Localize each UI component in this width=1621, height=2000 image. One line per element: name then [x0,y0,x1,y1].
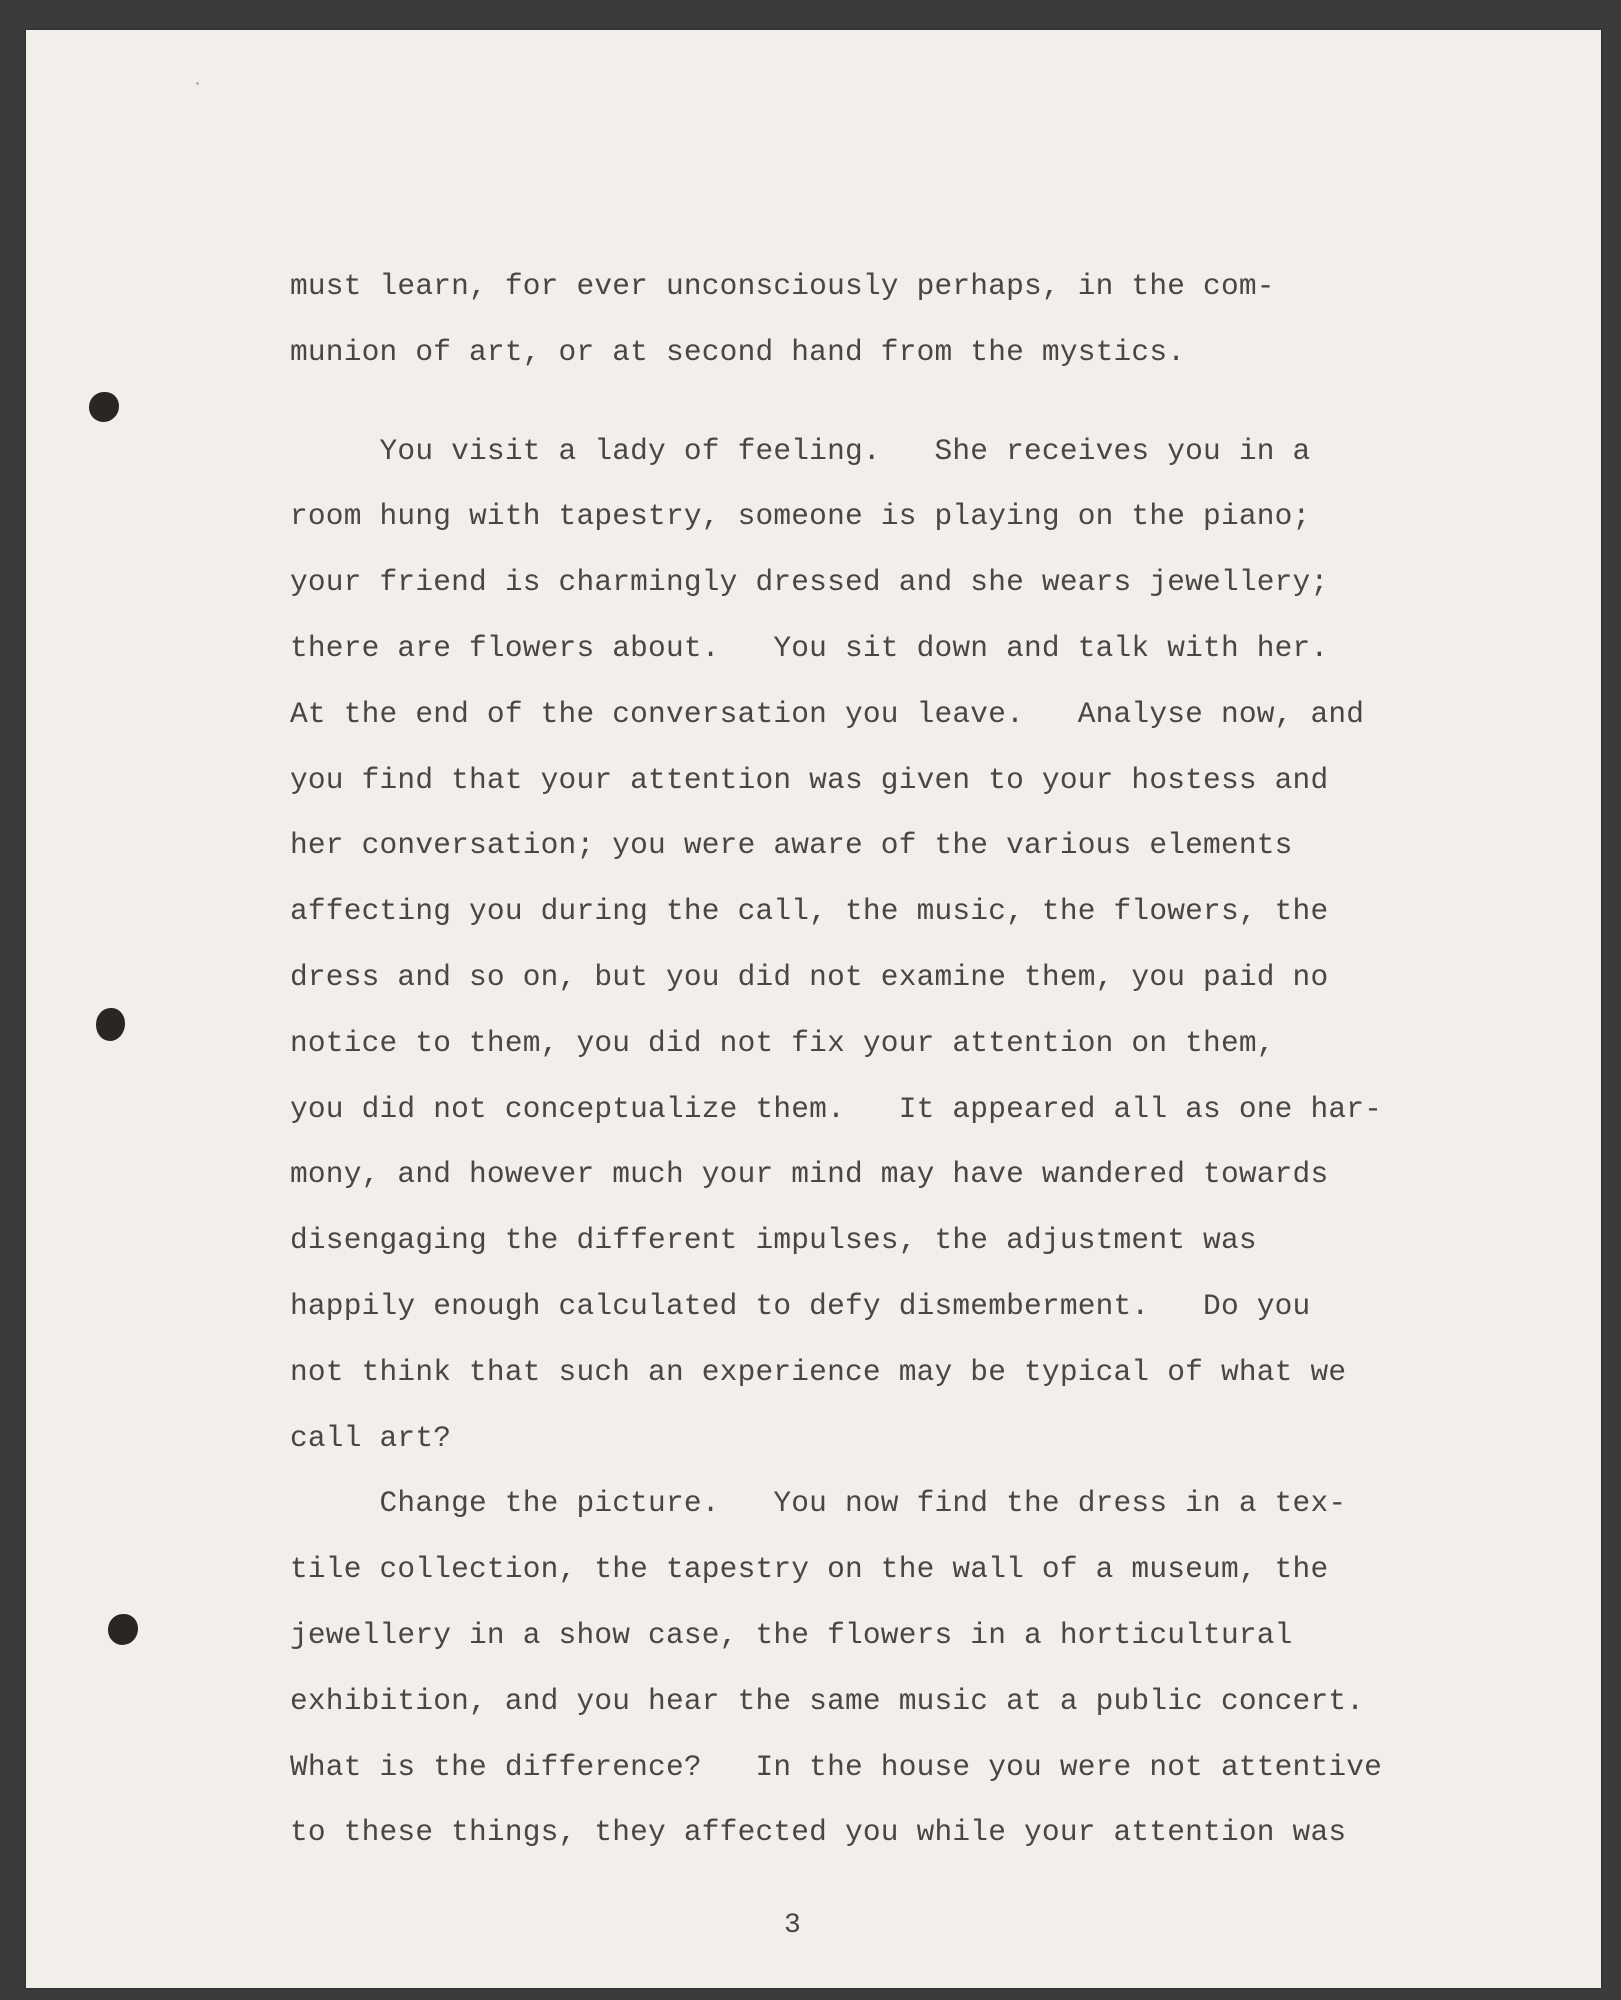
text-line: mony, and however much your mind may have wandered towards [290,1157,1329,1192]
text-line: your friend is charmingly dressed and she wears jewellery; [290,565,1329,600]
punch-hole-bottom [108,1614,138,1645]
text-line: to these things, they affected you while your attention was [290,1815,1347,1850]
text-line: Change the picture. You now find the dress in a tex- [290,1486,1347,1521]
paper-speck [196,82,199,85]
paragraph [290,419,1550,1472]
text-line: What is the difference? In the house you were not attentive [290,1749,1383,1784]
text-line: happily enough calculated to defy dismemberment. Do you [290,1288,1311,1323]
text-line: call art? [290,1420,452,1455]
text-line: jewellery in a show case, the flowers in a horticultural [290,1617,1293,1652]
text-line: you find that your attention was given to your hostess and [290,762,1329,797]
text-line: there are flowers about. You sit down and talk with her. [290,630,1329,665]
text-line: must learn, for ever unconsciously perhaps, in the com- [290,269,1275,303]
paragraph [290,254,1550,386]
punch-hole-middle [96,1008,125,1041]
text-line: dress and so on, but you did not examine them, you paid no [290,959,1329,994]
text-line: At the end of the conversation you leave. Analyse now, and [290,696,1365,731]
punch-hole-top [89,392,119,422]
paragraph [290,1471,1550,1866]
typewritten-page [26,30,1601,1988]
text-line: notice to them, you did not fix your attention on them, [290,1025,1275,1060]
text-line: tile collection, the tapestry on the wall of a museum, the [290,1552,1329,1587]
text-line: not think that such an experience may be typical of what we [290,1354,1347,1389]
body-text [290,254,1550,1866]
text-line: You visit a lady of feeling. She receives you in a [290,433,1311,468]
text-line: disengaging the different impulses, the adjustment was [290,1223,1257,1258]
text-line: her conversation; you were aware of the various elements [290,828,1293,863]
text-line: affecting you during the call, the music, the flowers, the [290,894,1329,929]
text-line: room hung with tapestry, someone is playing on the piano; [290,499,1311,534]
text-line: exhibition, and you hear the same music at a public concert. [290,1683,1365,1718]
text-line: munion of art, or at second hand from the mystics. [290,334,1186,369]
page-number: 3 [784,1910,801,1941]
text-line: you did not conceptualize them. It appeared all as one har- [290,1091,1383,1126]
